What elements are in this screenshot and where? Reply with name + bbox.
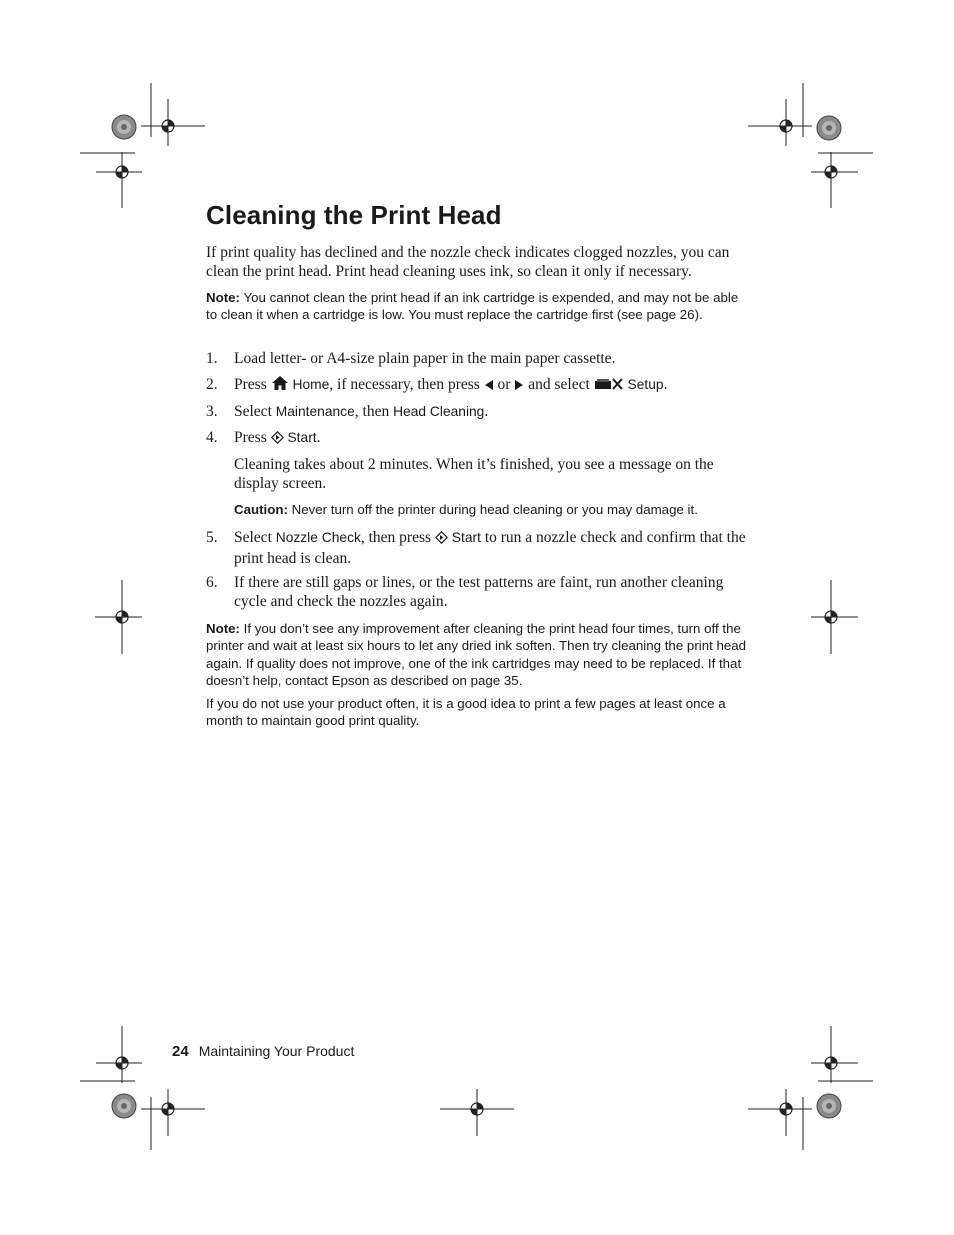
step-number: 4. bbox=[206, 429, 218, 446]
note-text: You cannot clean the print head if an ink cartridge is expended, and may not be able to clean it when a cartridge is low. You must replace the cartridge first (see page 26). bbox=[206, 290, 739, 323]
step-text: Press bbox=[234, 376, 267, 393]
step-number: 1. bbox=[206, 350, 218, 367]
step-text: Select bbox=[234, 529, 272, 546]
start-icon bbox=[435, 530, 448, 549]
page-title: Cleaning the Print Head bbox=[206, 200, 502, 230]
caution-label: Caution: bbox=[234, 502, 288, 517]
right-arrow-icon bbox=[514, 377, 524, 396]
left-arrow-icon bbox=[484, 377, 494, 396]
step-number: 2. bbox=[206, 376, 218, 393]
step-number: 3. bbox=[206, 403, 218, 420]
home-icon bbox=[271, 375, 289, 396]
step-4-detail: Cleaning takes about 2 minutes. When it’s finished, you see a message on the display screen. bbox=[234, 456, 714, 492]
step-text: to run a nozzle check and confirm that the print head is clean. bbox=[234, 529, 746, 567]
step-text: and select bbox=[528, 376, 590, 393]
step-number: 5. bbox=[206, 529, 218, 546]
registration-mark-icon bbox=[817, 1094, 841, 1118]
setup-icon bbox=[594, 377, 624, 396]
intro-paragraph: If print quality has declined and the nozzle check indicates clogged nozzles, you can clean the print head. Print head cleaning uses ink, so clean it only if necessary. bbox=[206, 244, 730, 280]
page-number: 24 bbox=[172, 1043, 189, 1060]
head-cleaning-label: Head Cleaning bbox=[393, 404, 485, 419]
document-page: Cleaning the Print Head If print quality has declined and the nozzle check indicates clogged nozzles, you can clean the print head. Print head cleaning uses ink, so clean it only if necessary. Note: You cannot clean the print head if an ink cartridge is expended, and may not be able to clean it when a cartridge is low. You must replace the cartridge first (see page 26). 1. Load letter- or A4-size plain paper in the main paper cassette. 2. Press Home, if necessary, then press or and select Setup. 3. Select Maintenance, then Head Cleaning. 4. Press Start. Cleaning takes about 2 minutes. When it’s finished, you see a message on the display screen. Caution: Never turn off the printer during head cleaning or you may damage it. 5. Select Nozzle Check, then press Start to run a nozzle check and confirm that the print head is clean. 6. If there are still gaps or lines, or the test patterns are faint, run another cleaning cycle and check the nozzles again. Note: If you don’t see any improvement after cleaning the print head four times, turn off the printer and wait at least six hours to let any dried ink soften. Then try cleaning the print head again. If quality does not improve, one of the ink cartridges may need to be replaced. If that doesn’t help, contact Epson as described on page 35. If you do not use your product often, it is a good idea to print a few pages at least once a month to maintain good print quality. 24 Maintaining Your Product bbox=[0, 0, 954, 1235]
section-title: Maintaining Your Product bbox=[198, 1043, 355, 1059]
note-block bbox=[206, 620, 751, 689]
step-text: Press bbox=[234, 429, 267, 446]
note-text: If you don’t see any improvement after cleaning the print head four times, turn off the printer and wait at least six hours to let any dried ink soften. Then try cleaning the print head again. If quality does not improve, one of the ink cartridges may need to be replaced. If that doesn’t help, contact Epson as described on page 35. bbox=[206, 621, 747, 688]
closing-paragraph: If you do not use your product often, it is a good idea to print a few pages at least once a month to maintain good print quality. bbox=[206, 696, 726, 729]
start-label: Start bbox=[287, 430, 317, 445]
step-text: Select bbox=[234, 403, 272, 420]
registration-mark-icon bbox=[112, 1094, 136, 1118]
home-label: Home bbox=[292, 377, 330, 392]
setup-label: Setup bbox=[627, 377, 664, 392]
step-text: Load letter- or A4-size plain paper in the main paper cassette. bbox=[234, 350, 616, 367]
note-block bbox=[206, 289, 751, 324]
nozzle-check-label: Nozzle Check bbox=[275, 530, 361, 545]
step-text: If there are still gaps or lines, or the test patterns are faint, run another cleaning cycle and check the nozzles again. bbox=[234, 574, 724, 610]
registration-mark-icon bbox=[817, 116, 841, 140]
caution-text: Never turn off the printer during head cleaning or you may damage it. bbox=[287, 502, 698, 517]
note-label: Note: bbox=[206, 621, 240, 636]
note-label: Note: bbox=[206, 290, 240, 305]
step-text: , then press bbox=[360, 529, 432, 546]
caution-block bbox=[234, 501, 754, 518]
page-footer bbox=[172, 1043, 354, 1060]
start-label: Start bbox=[451, 530, 481, 545]
step-text: or bbox=[497, 376, 511, 393]
start-icon bbox=[271, 430, 284, 449]
step-text: , if necessary, then press bbox=[329, 376, 480, 393]
registration-mark-icon bbox=[112, 115, 136, 139]
step-text: , then bbox=[354, 403, 390, 420]
step-number: 6. bbox=[206, 574, 218, 591]
maintenance-label: Maintenance bbox=[275, 404, 355, 419]
